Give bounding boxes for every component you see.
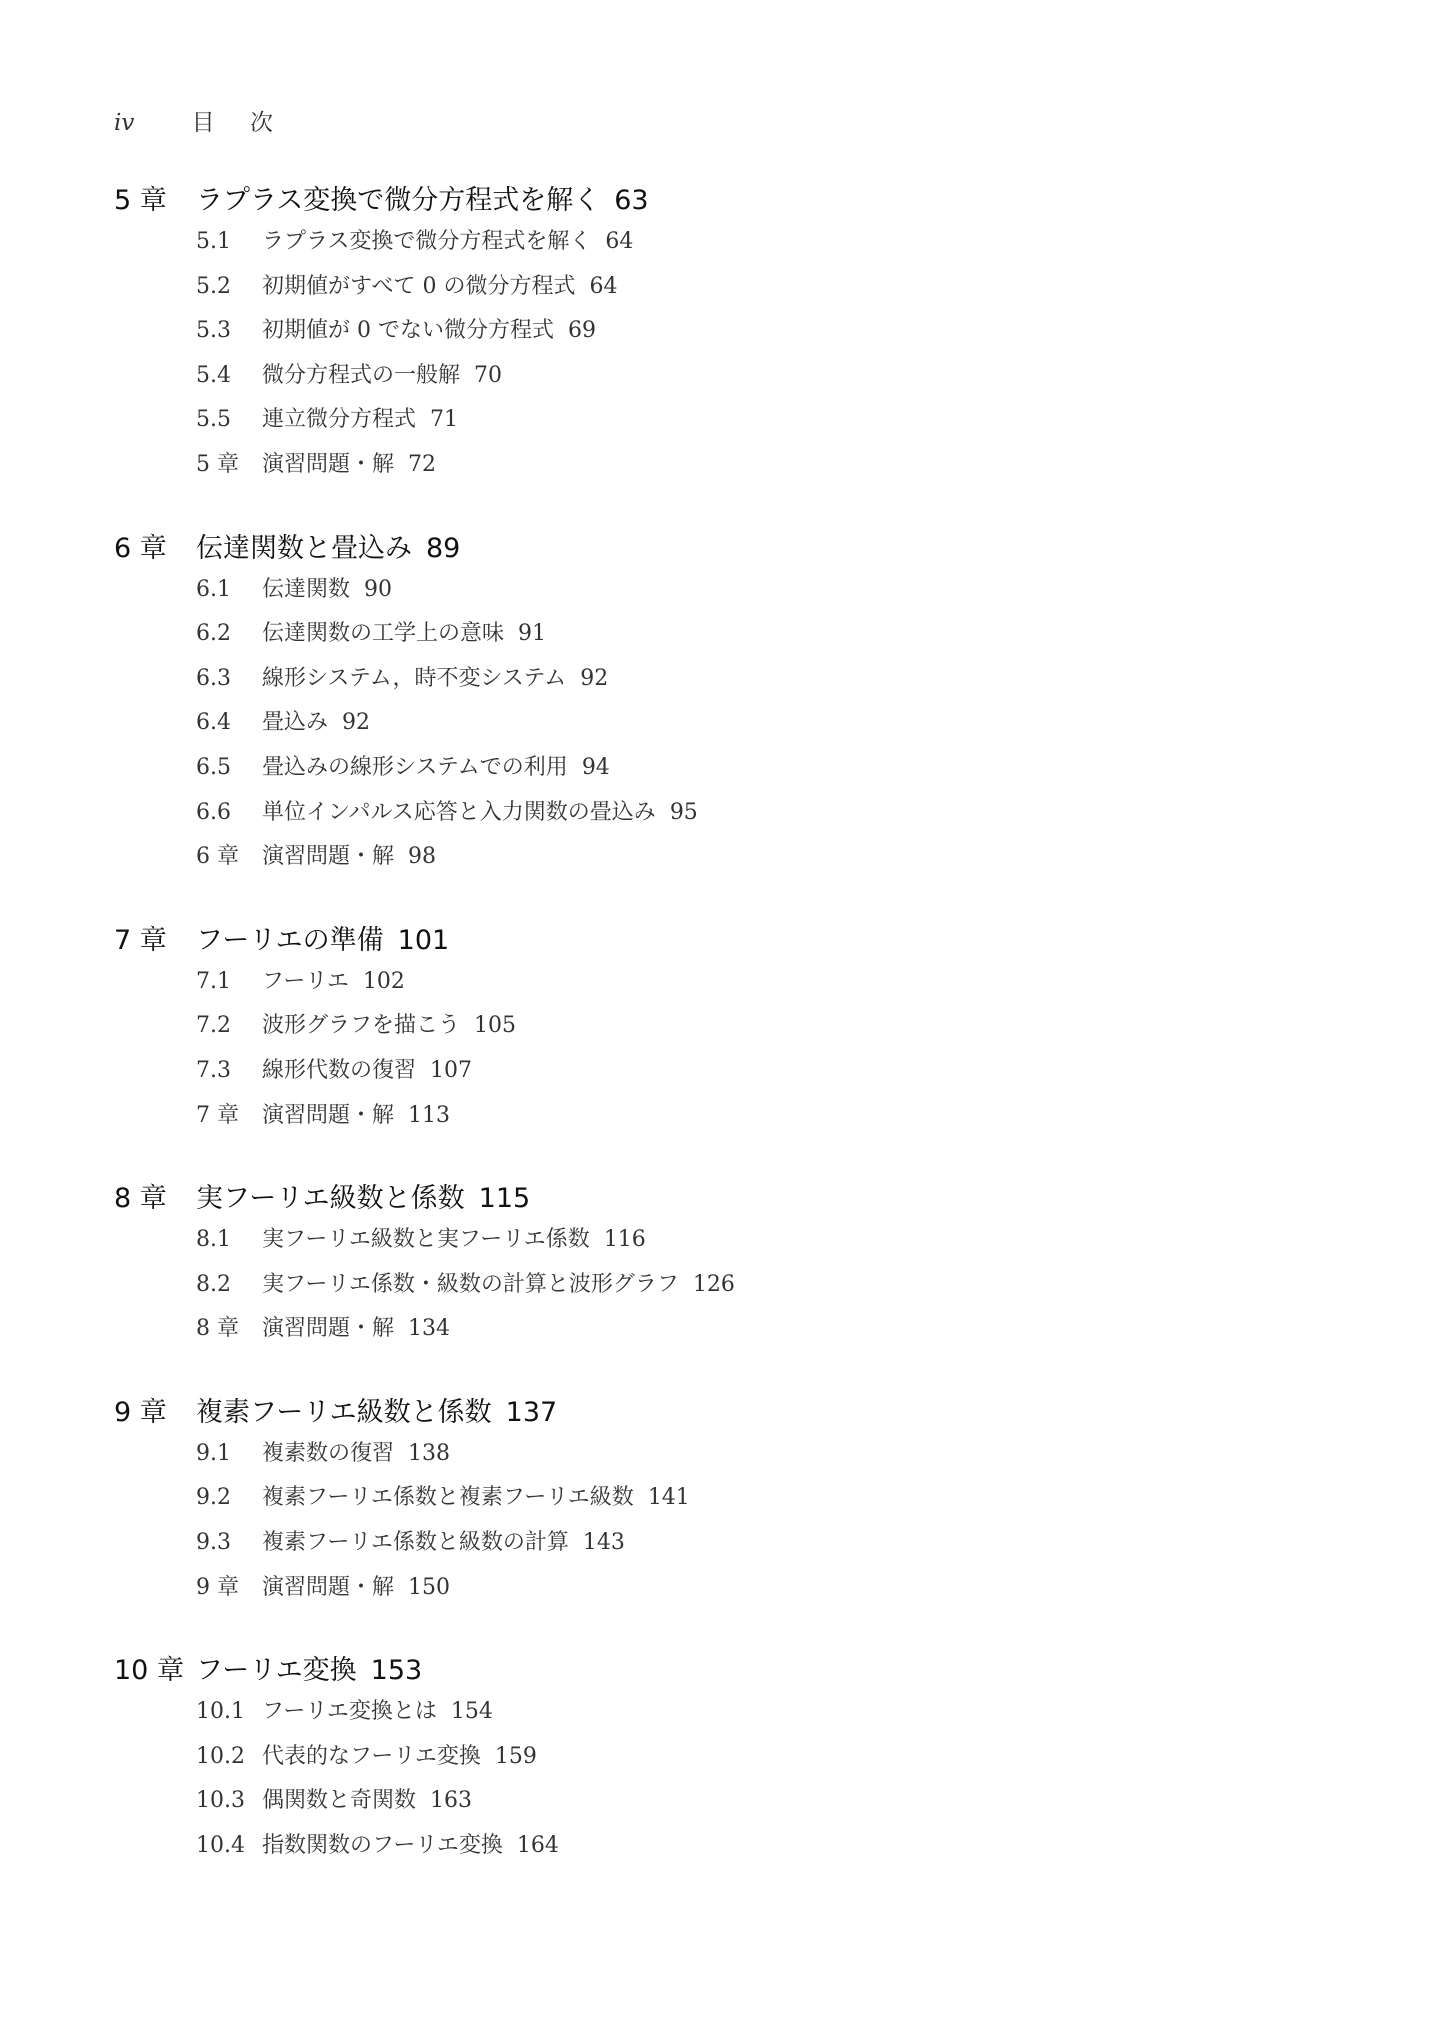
chapter-page-number: 89 <box>426 532 461 564</box>
section-number: 10.4 <box>196 1833 245 1859</box>
section-entry[interactable] <box>114 1008 1332 1053</box>
chapter-heading[interactable] <box>114 178 1332 218</box>
toc-chapter <box>114 1648 1332 1872</box>
section-entry[interactable] <box>114 1267 1332 1312</box>
chapter-title: フーリエ変換 <box>196 1655 357 1687</box>
section-title: 線形代数の復習 <box>262 1057 417 1083</box>
section-entry[interactable] <box>114 224 1332 269</box>
section-entry[interactable] <box>114 964 1332 1009</box>
section-number: 7 章 <box>196 1102 239 1128</box>
section-page-number: 163 <box>430 1788 473 1814</box>
section-number: 9.1 <box>196 1440 231 1466</box>
section-title: 演習問題・解 <box>262 1102 395 1128</box>
chapter-heading[interactable] <box>114 1176 1332 1216</box>
chapter-number: 7 章 <box>114 924 167 956</box>
section-title: 畳込みの線形システムでの利用 <box>262 754 568 780</box>
section-entry[interactable] <box>114 705 1332 750</box>
section-number: 7.3 <box>196 1057 231 1083</box>
section-page-number: 134 <box>408 1316 451 1342</box>
section-entry[interactable] <box>114 1098 1332 1143</box>
section-number: 5.4 <box>196 362 231 388</box>
section-title: 伝達関数の工学上の意味 <box>262 621 505 647</box>
section-entry[interactable] <box>114 795 1332 840</box>
chapter-page-number: 63 <box>614 185 649 216</box>
section-title: 線形システム，時不変システム <box>262 665 567 691</box>
section-page-number: 102 <box>362 968 405 994</box>
chapter-number: 5 章 <box>114 185 167 216</box>
section-entry[interactable] <box>114 402 1332 447</box>
chapter-heading[interactable] <box>114 1648 1332 1688</box>
chapter-number: 10 章 <box>114 1655 184 1687</box>
section-number: 7.1 <box>196 968 231 994</box>
section-page-number: 138 <box>408 1440 451 1466</box>
section-page-number: 69 <box>567 318 596 344</box>
chapter-page-number: 101 <box>397 924 450 956</box>
section-entry[interactable] <box>114 661 1332 706</box>
section-title: 連立微分方程式 <box>262 407 417 433</box>
toc-chapter <box>114 178 1332 492</box>
toc-chapter <box>114 526 1332 884</box>
section-title: 初期値が 0 でない微分方程式 <box>262 318 554 344</box>
section-page-number: 126 <box>692 1271 735 1297</box>
section-title: 単位インパルス応答と入力関数の畳込み <box>262 799 656 825</box>
section-entry[interactable] <box>114 1053 1332 1098</box>
section-page-number: 92 <box>342 710 371 736</box>
table-of-contents <box>114 178 1332 1907</box>
section-page-number: 92 <box>580 665 609 691</box>
chapter-title: フーリエの準備 <box>196 924 384 956</box>
section-page-number: 107 <box>430 1057 473 1083</box>
section-entry[interactable] <box>114 1570 1332 1615</box>
section-title: 偶関数と奇関数 <box>262 1788 417 1814</box>
section-page-number: 150 <box>408 1574 451 1600</box>
section-page-number: 105 <box>474 1013 517 1039</box>
section-page-number: 71 <box>430 407 459 433</box>
section-page-number: 64 <box>589 273 618 299</box>
section-page-number: 116 <box>603 1227 646 1253</box>
section-number: 8.1 <box>196 1227 231 1253</box>
page-number: iv <box>114 110 135 136</box>
running-title: 目 次 <box>191 110 287 136</box>
section-title: 伝達関数 <box>262 576 351 602</box>
section-title: 初期値がすべて 0 の微分方程式 <box>262 273 576 299</box>
chapter-page-number: 153 <box>370 1655 423 1687</box>
section-entry[interactable] <box>114 1436 1332 1481</box>
section-page-number: 64 <box>605 229 634 254</box>
section-number: 9.2 <box>196 1485 231 1511</box>
section-page-number: 90 <box>364 576 393 602</box>
section-page-number: 159 <box>494 1743 537 1769</box>
section-number: 8 章 <box>196 1316 239 1342</box>
chapter-title: 伝達関数と畳込み <box>196 532 412 564</box>
section-number: 10.1 <box>196 1699 245 1725</box>
section-entry[interactable] <box>114 447 1332 492</box>
section-entry[interactable] <box>114 1739 1332 1784</box>
running-head <box>114 104 287 137</box>
section-title: 演習問題・解 <box>262 1574 395 1600</box>
chapter-page-number: 115 <box>478 1183 531 1215</box>
section-title: 微分方程式の一般解 <box>262 362 461 388</box>
section-entry[interactable] <box>114 1480 1332 1525</box>
chapter-number: 6 章 <box>114 532 167 564</box>
section-number: 6.5 <box>196 754 231 780</box>
section-page-number: 94 <box>581 754 610 780</box>
section-entry[interactable] <box>114 269 1332 314</box>
section-entry[interactable] <box>114 358 1332 403</box>
section-page-number: 143 <box>582 1530 625 1556</box>
chapter-heading[interactable] <box>114 918 1332 958</box>
section-number: 10.2 <box>196 1743 245 1769</box>
section-number: 5.5 <box>196 407 231 433</box>
section-entry[interactable] <box>114 1694 1332 1739</box>
section-title: 複素フーリエ係数と複素フーリエ級数 <box>262 1485 634 1511</box>
section-title: 演習問題・解 <box>262 1316 395 1342</box>
section-entry[interactable] <box>114 839 1332 884</box>
section-title: 演習問題・解 <box>262 844 395 870</box>
chapter-heading[interactable] <box>114 526 1332 566</box>
section-title: ラプラス変換で微分方程式を解く <box>262 229 592 254</box>
section-title: 代表的なフーリエ変換 <box>262 1743 481 1769</box>
section-page-number: 95 <box>669 799 698 825</box>
section-entry[interactable] <box>114 313 1332 358</box>
section-entry[interactable] <box>114 1525 1332 1570</box>
section-number: 9 章 <box>196 1574 239 1600</box>
section-number: 6.2 <box>196 621 231 647</box>
section-number: 5.2 <box>196 273 231 299</box>
section-page-number: 113 <box>408 1102 451 1128</box>
toc-chapter <box>114 918 1332 1142</box>
section-title: 指数関数のフーリエ変換 <box>262 1833 503 1859</box>
chapter-title: ラプラス変換で微分方程式を解く <box>196 185 601 216</box>
section-entry[interactable] <box>114 572 1332 617</box>
section-number: 5 章 <box>196 451 239 477</box>
toc-chapter <box>114 1176 1332 1356</box>
section-entry[interactable] <box>114 1311 1332 1356</box>
section-entry[interactable] <box>114 616 1332 661</box>
section-title: 実フーリエ係数・級数の計算と波形グラフ <box>262 1271 679 1297</box>
section-number: 5.3 <box>196 318 231 344</box>
section-number: 6.6 <box>196 799 231 825</box>
section-number: 8.2 <box>196 1271 231 1297</box>
section-number: 6 章 <box>196 844 239 870</box>
section-number: 7.2 <box>196 1013 231 1039</box>
chapter-title: 複素フーリエ級数と係数 <box>196 1396 492 1428</box>
chapter-heading[interactable] <box>114 1390 1332 1430</box>
section-page-number: 72 <box>408 451 437 477</box>
section-page-number: 164 <box>516 1833 559 1859</box>
toc-chapter <box>114 1390 1332 1614</box>
section-title: フーリエ <box>262 968 349 994</box>
section-title: 波形グラフを描こう <box>262 1013 461 1039</box>
chapter-title: 実フーリエ級数と係数 <box>196 1183 465 1215</box>
section-title: 畳込み <box>262 710 329 736</box>
section-title: フーリエ変換とは <box>262 1699 437 1725</box>
section-number: 9.3 <box>196 1530 231 1556</box>
section-title: 実フーリエ級数と実フーリエ係数 <box>262 1227 590 1253</box>
section-entry[interactable] <box>114 1828 1332 1873</box>
chapter-number: 9 章 <box>114 1396 167 1428</box>
section-entry[interactable] <box>114 750 1332 795</box>
section-title: 複素フーリエ係数と級数の計算 <box>262 1530 569 1556</box>
section-page-number: 98 <box>408 844 437 870</box>
section-number: 6.1 <box>196 576 231 602</box>
section-entry[interactable] <box>114 1783 1332 1828</box>
section-number: 5.1 <box>196 229 231 254</box>
chapter-number: 8 章 <box>114 1183 167 1215</box>
section-number: 6.4 <box>196 710 231 736</box>
section-page-number: 141 <box>647 1485 690 1511</box>
section-number: 6.3 <box>196 665 231 691</box>
section-page-number: 91 <box>518 621 547 647</box>
section-page-number: 70 <box>474 362 503 388</box>
section-entry[interactable] <box>114 1222 1332 1267</box>
section-title: 複素数の復習 <box>262 1440 395 1466</box>
section-number: 10.3 <box>196 1788 245 1814</box>
section-page-number: 154 <box>450 1699 493 1725</box>
section-title: 演習問題・解 <box>262 451 395 477</box>
chapter-page-number: 137 <box>505 1396 558 1428</box>
